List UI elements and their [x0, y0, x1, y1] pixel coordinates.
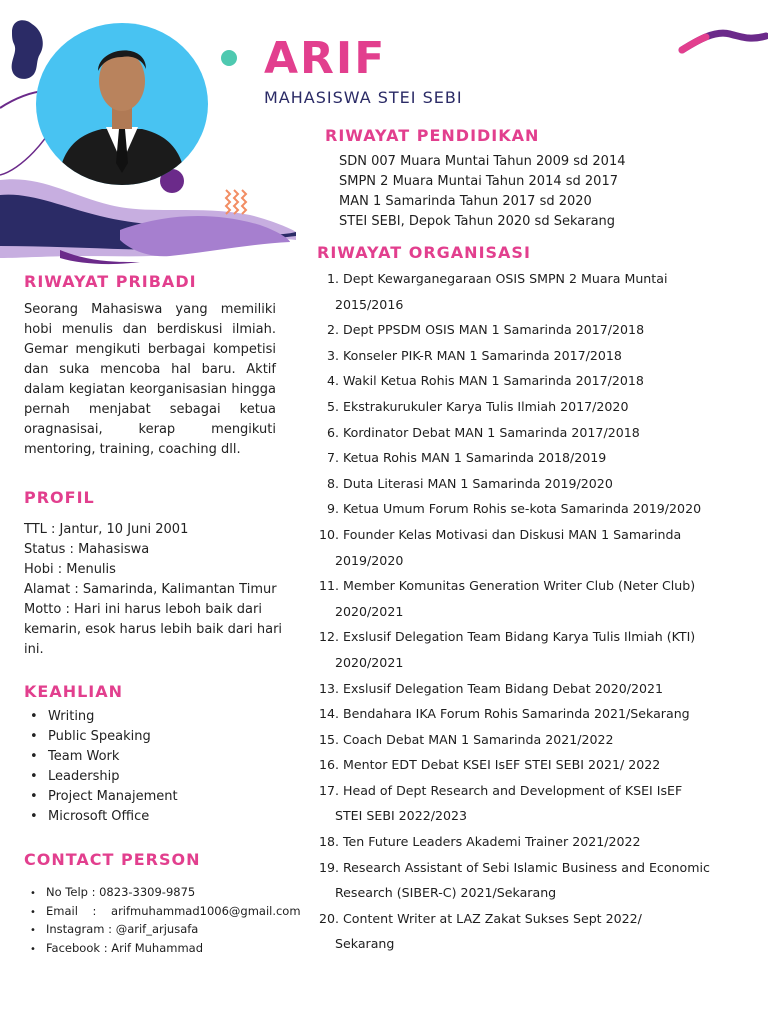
organization-item-continuation: Research (SIBER-C) 2021/Sekarang: [335, 885, 557, 901]
education-list: [339, 152, 626, 232]
education-item: SMPN 2 Muara Muntai Tahun 2014 sd 2017: [339, 174, 618, 189]
organization-item-text: Kordinator Debat MAN 1 Samarinda 2017/2018: [343, 424, 640, 440]
education-title: RIWAYAT PENDIDIKAN: [325, 126, 540, 145]
personal-title: RIWAYAT PRIBADI: [24, 272, 197, 291]
organization-item: [315, 343, 735, 369]
organization-item-number: 6.: [326, 424, 339, 440]
person-subtitle: MAHASISWA STEI SEBI: [264, 88, 463, 107]
organization-item: [315, 496, 735, 522]
skills-list: [30, 707, 178, 827]
person-name: ARIF: [264, 33, 387, 84]
skill-item: • Writing: [30, 707, 178, 727]
organization-item-text: Duta Literasi MAN 1 Samarinda 2019/2020: [343, 475, 613, 491]
organization-item-text: Dept PPSDM OSIS MAN 1 Samarinda 2017/2018: [343, 322, 645, 338]
organization-item: [315, 906, 735, 932]
organization-item: [315, 317, 735, 343]
organization-item-text: Ekstrakurukuler Karya Tulis Ilmiah 2017/2020: [343, 398, 629, 414]
organization-item-text: Founder Kelas Motivasi dan Diskusi MAN 1 Samarinda: [343, 526, 682, 542]
organization-item-number: 11.: [318, 578, 339, 594]
contact-phone: • No Telp : 0823-3309-9875: [30, 884, 301, 903]
organization-item: [315, 676, 735, 702]
organization-item-text: Wakil Ketua Rohis MAN 1 Samarinda 2017/2018: [343, 373, 644, 389]
organization-item-number: 8.: [326, 475, 339, 491]
organization-item: [315, 855, 735, 881]
education-item: MAN 1 Samarinda Tahun 2017 sd 2020: [339, 194, 592, 209]
contact-email: • Email : arifmuhammad1006@gmail.com: [30, 903, 301, 922]
organization-item-number: 15.: [318, 731, 339, 747]
organization-item-text: Bendahara IKA Forum Rohis Samarinda 2021/Sekarang: [343, 706, 690, 722]
organization-item-number: 17.: [318, 782, 339, 798]
organization-item: [315, 778, 735, 804]
personal-description: Seorang Mahasiswa yang memiliki hobi menulis dan berdiskusi ilmiah. Gemar mengikuti berbagai kompetisi dan suka mencoba hal baru. Aktif dalam kegiatan keorganisasian hingga pernah menjabat sebagai ketua oragnasisai, kerap mengikuti mentoring, training, coaching dll.: [24, 302, 276, 457]
organization-item-text: Exslusif Delegation Team Bidang Debat 2020/2021: [343, 680, 664, 696]
skill-item: • Leadership: [30, 767, 178, 787]
education-item: STEI SEBI, Depok Tahun 2020 sd Sekarang: [339, 214, 616, 229]
organization-item-number: 14.: [318, 706, 339, 722]
profile-list: [24, 520, 286, 660]
profile-title: PROFIL: [24, 488, 95, 507]
organization-item-text: Dept Kewarganegaraan OSIS SMPN 2 Muara Muntai: [343, 271, 668, 286]
organization-list: [315, 266, 735, 957]
organization-item-number: 10.: [318, 526, 339, 542]
skill-item: • Team Work: [30, 747, 178, 767]
organization-item-number: 18.: [318, 834, 339, 850]
organization-item-text: Konseler PIK-R MAN 1 Samarinda 2017/2018: [343, 347, 622, 363]
organization-item: [315, 445, 735, 471]
contact-title: CONTACT PERSON: [24, 850, 201, 869]
profile-item: TTL : Jantur, 10 Juni 2001: [24, 522, 189, 537]
organization-item-continuation: 2020/2021: [335, 603, 404, 619]
organization-item: [315, 573, 735, 599]
organization-item-number: 1.: [326, 271, 339, 286]
organization-item: [315, 266, 735, 292]
organization-item-text: Research Assistant of Sebi Islamic Business and Economic: [343, 859, 710, 875]
organization-item-continuation: Sekarang: [335, 936, 395, 952]
organization-item-number: 13.: [318, 680, 339, 696]
profile-item: Motto : Hari ini harus leboh baik dari kemarin, esok harus lebih baik dari hari ini.: [24, 602, 283, 657]
organization-item-text: Member Komunitas Generation Writer Club (Neter Club): [343, 578, 696, 594]
organization-item: [315, 368, 735, 394]
skill-item: • Project Manajement: [30, 787, 178, 807]
organization-item: [315, 394, 735, 420]
skill-item: • Public Speaking: [30, 727, 178, 747]
education-item: SDN 007 Muara Muntai Tahun 2009 sd 2014: [339, 154, 626, 169]
organization-item-number: 12.: [318, 629, 339, 645]
organization-item-text: Ketua Umum Forum Rohis se-kota Samarinda 2019/2020: [343, 501, 702, 517]
organization-item: [315, 701, 735, 727]
organization-item-text: Content Writer at LAZ Zakat Sukses Sept 2022/: [343, 910, 642, 926]
profile-photo: [36, 23, 208, 185]
organization-item-number: 2.: [326, 322, 339, 338]
organization-title: RIWAYAT ORGANISASI: [317, 243, 531, 262]
organization-item-number: 20.: [318, 910, 339, 926]
contact-list: [30, 884, 301, 958]
organization-item-number: 7.: [326, 450, 339, 466]
organization-item-number: 19.: [318, 859, 339, 875]
organization-item: [315, 829, 735, 855]
organization-item: [315, 522, 735, 548]
organization-item-number: 5.: [326, 398, 339, 414]
organization-item-text: Coach Debat MAN 1 Samarinda 2021/2022: [343, 731, 614, 747]
organization-item: [315, 471, 735, 497]
organization-item: [315, 752, 735, 778]
organization-item: [315, 727, 735, 753]
organization-item-number: 9.: [326, 501, 339, 517]
contact-facebook: • Facebook : Arif Muhammad: [30, 940, 301, 959]
organization-item-continuation: 2015/2016: [335, 296, 404, 312]
organization-item-text: Head of Dept Research and Development of KSEI IsEF: [343, 782, 683, 798]
organization-item-number: 16.: [318, 757, 339, 773]
organization-item-continuation: 2019/2020: [335, 552, 404, 568]
organization-item: [315, 420, 735, 446]
organization-item-continuation: STEI SEBI 2022/2023: [335, 808, 468, 824]
organization-item-text: Exslusif Delegation Team Bidang Karya Tulis Ilmiah (KTI): [343, 629, 696, 645]
organization-item-text: Mentor EDT Debat KSEI IsEF STEI SEBI 2021/ 2022: [343, 757, 661, 773]
skill-item: • Microsoft Office: [30, 807, 178, 827]
skills-title: KEAHLIAN: [24, 682, 124, 701]
organization-item: [315, 624, 735, 650]
organization-item-number: 4.: [326, 373, 339, 389]
profile-item: Status : Mahasiswa: [24, 542, 150, 557]
organization-item-continuation: 2020/2021: [335, 654, 404, 670]
organization-item-text: Ketua Rohis MAN 1 Samarinda 2018/2019: [343, 450, 607, 466]
profile-item: Alamat : Samarinda, Kalimantan Timur: [24, 582, 277, 597]
contact-instagram: • Instagram : @arif_arjusafa: [30, 921, 301, 940]
profile-item: Hobi : Menulis: [24, 562, 116, 577]
person-illustration: [36, 23, 208, 185]
organization-item-text: Ten Future Leaders Akademi Trainer 2021/2022: [343, 834, 641, 850]
organization-item-number: 3.: [326, 347, 339, 363]
